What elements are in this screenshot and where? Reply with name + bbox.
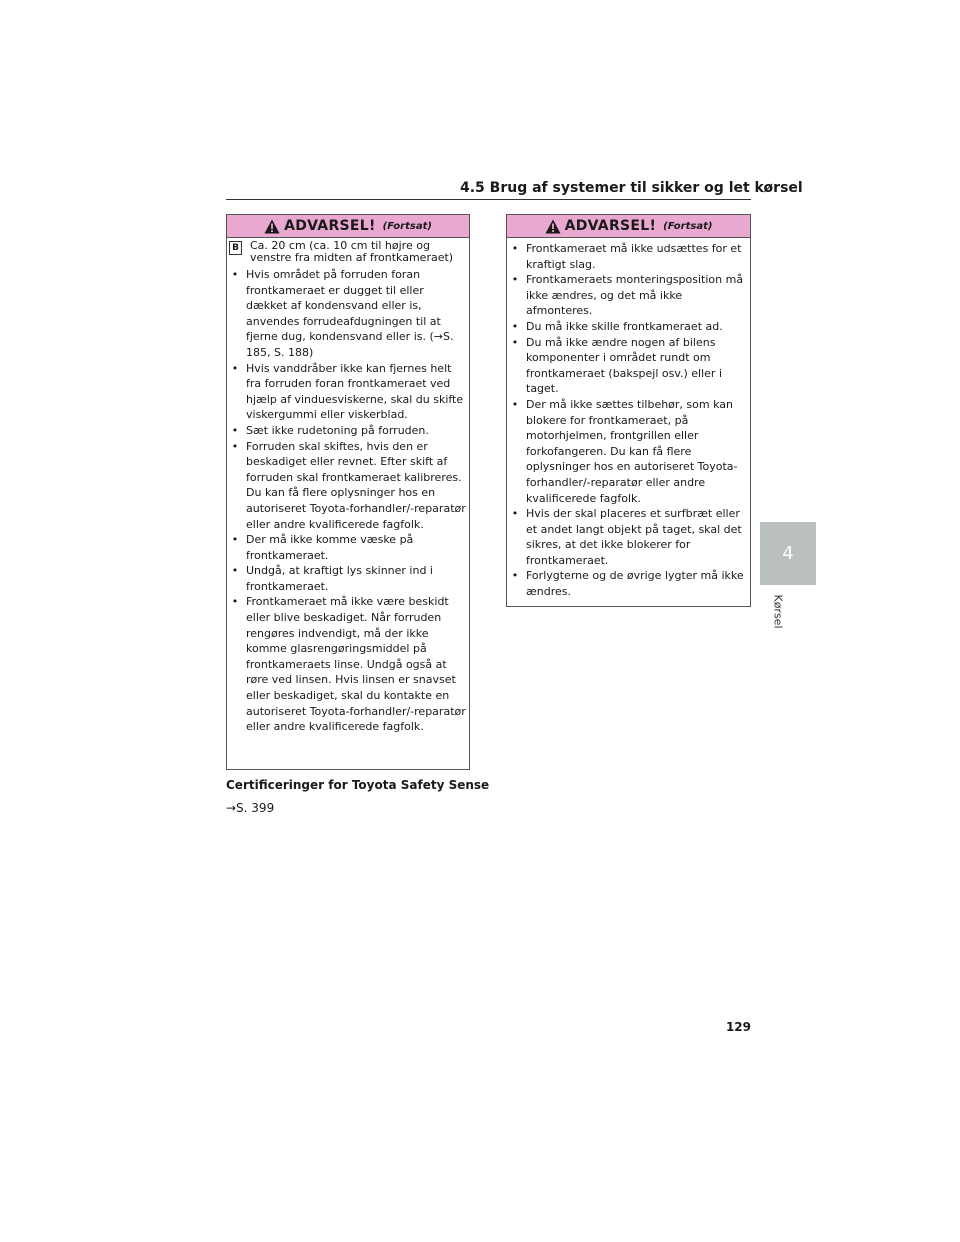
bullet-text: Der må ikke komme væske på frontkameraet. [246, 533, 414, 562]
bullet-text: Hvis der skal placeres et surfbræt eller et andet langt objekt på taget, skal det sikres, at det ikke blokerer for frontkameraet. [526, 507, 742, 567]
bullet-dot-icon: • [231, 595, 239, 609]
bullet-text: Du må ikke ændre nogen af bilens komponenter i området rundt om frontkameraet (bakspejl osv.) eller i taget. [526, 335, 723, 396]
callout-note [229, 240, 467, 264]
warning-header [507, 215, 750, 238]
bullet-dot-icon: • [231, 268, 239, 281]
chapter-label-text: Kørsel [771, 594, 785, 629]
callout-note-text: Ca. 20 cm (ca. 10 cm til højre og venstre fra midten af frontkameraet) [250, 239, 454, 264]
bullet-text: Du må ikke skille frontkameraet ad. [526, 319, 723, 333]
chapter-number: 4 [782, 543, 794, 564]
section-header: 4.5 Brug af systemer til sikker og let kørsel [460, 180, 803, 196]
bullet-text: Forlygterne og de øvrige lygter må ikke ændres. [526, 569, 744, 599]
bullet-dot-icon: • [231, 533, 239, 547]
bullet-item [509, 397, 748, 506]
bullet-dot-icon: • [231, 564, 239, 578]
bullet-item [509, 506, 748, 568]
bullet-text: Frontkameraets monteringsposition må ikke ændres, og det må ikke afmonteres. [526, 273, 744, 318]
bullet-item [509, 568, 748, 599]
bullet-text: Frontkameraet må ikke være beskidt eller blive beskadiget. Når forruden rengøres indvendigt, må der ikke komme glasrengøringsmiddel på frontkameraets linse. Undgå også at røre ved linsen. Hvis linsen er snavset eller beskadiget, skal du kontakte en autoriseret Toyota-forhandler/-reparatør eller andre kvalificerede fagfolk. [246, 595, 466, 734]
bullet-item [509, 272, 748, 319]
warning-continued: (Fortsat) [382, 220, 432, 232]
warning-title: ADVARSEL! [564, 218, 657, 234]
bullet-item [229, 563, 467, 594]
warning-continued: (Fortsat) [663, 220, 713, 232]
bullet-text: Hvis området på forruden foran frontkameraet er dugget til eller dækket af kondensvand eller is, anvendes forrudeafdugningen til at fjerne dug, kondensvand eller is. (→S. 185, S. 188) [246, 268, 454, 359]
warning-box-right [506, 214, 751, 607]
warning-triangle-icon [264, 219, 280, 234]
warning-header [227, 215, 469, 238]
bullet-item [229, 594, 467, 734]
bullet-text: Der må ikke sættes tilbehør, som kan blokere for frontkameraet, på motorhjelmen, frontgrillen eller forkofangeren. Du kan få flere oplysninger hos en autoriseret Toyota-forhandler/-reparatør eller andre kvalificerede fagfolk. [526, 397, 738, 505]
page-number: 129 [725, 1020, 751, 1034]
chapter-label [771, 592, 787, 632]
header-divider [226, 199, 751, 200]
callout-b-badge: B [229, 241, 242, 255]
cert-page-reference[interactable]: →S. 399 [226, 801, 275, 815]
warning-box-left [226, 214, 470, 770]
bullet-text: Undgå, at kraftigt lys skinner ind i frontkameraet. [246, 564, 433, 593]
bullet-dot-icon: • [231, 423, 239, 437]
bullet-dot-icon: • [511, 335, 519, 349]
bullet-item [229, 361, 467, 423]
bullet-item [229, 532, 467, 563]
bullet-dot-icon: • [511, 319, 519, 333]
bullet-item [229, 439, 467, 533]
warning-title: ADVARSEL! [284, 218, 376, 234]
bullet-dot-icon: • [511, 273, 519, 287]
bullet-dot-icon: • [511, 397, 519, 411]
bullet-text: Frontkameraet må ikke udsættes for et kraftigt slag. [526, 242, 742, 271]
bullet-text: Hvis vanddråber ikke kan fjernes helt fra forruden foran frontkameraet ved hjælp af vinduesviskerne, skal du skifte viskergummi eller viskerblad. [246, 361, 464, 422]
bullet-item [229, 267, 467, 361]
bullet-text: Sæt ikke rudetoning på forruden. [246, 423, 429, 437]
bullet-item [509, 319, 748, 335]
chapter-tab [760, 522, 816, 585]
bullet-dot-icon: • [511, 507, 519, 521]
bullet-text: Forruden skal skiftes, hvis den er beskadiget eller revnet. Efter skift af forruden skal frontkameraet kalibreres. Du kan få flere oplysninger hos en autoriseret Toyota-forhandler/-reparatør eller andre kvalificerede fagfolk. [246, 439, 466, 531]
bullet-dot-icon: • [231, 439, 239, 453]
bullet-item [229, 423, 467, 439]
bullet-dot-icon: • [231, 361, 239, 375]
cert-heading: Certificeringer for Toyota Safety Sense [226, 778, 490, 792]
bullet-item [509, 241, 748, 272]
bullet-dot-icon: • [511, 242, 519, 255]
warning-triangle-icon [545, 219, 561, 234]
bullet-item [509, 335, 748, 397]
bullet-dot-icon: • [511, 569, 519, 583]
